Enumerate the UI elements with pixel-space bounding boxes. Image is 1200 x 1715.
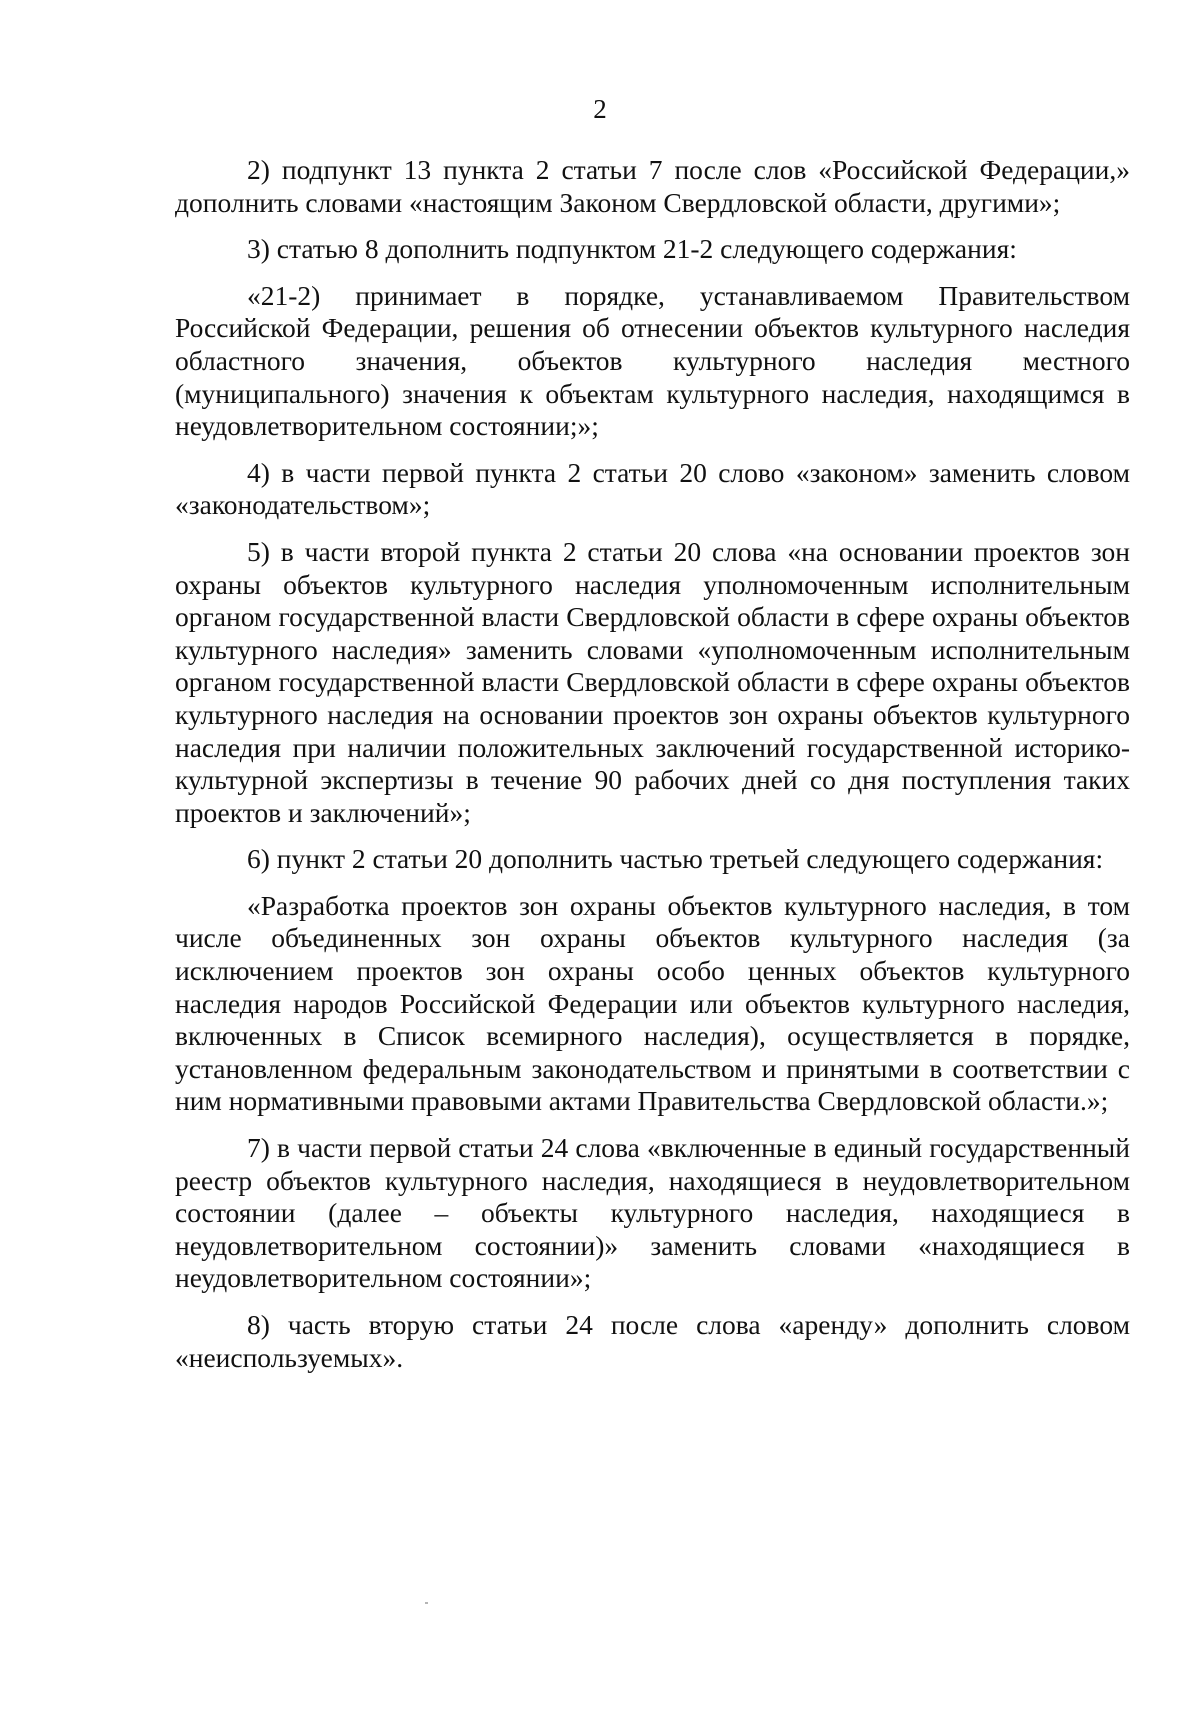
paragraph-item-8: 8) часть вторую статьи 24 после слова «аренду» дополнить словом «неиспользуемых». — [175, 1309, 1130, 1373]
document-body — [175, 154, 1130, 1388]
paragraph-item-6: 6) пункт 2 статьи 20 дополнить частью третьей следующего содержания: — [247, 843, 1104, 875]
scan-dot-mark — [425, 1602, 428, 1604]
paragraph-item-4: 4) в части первой пункта 2 статьи 20 слово «законом» заменить словом «законодательством»; — [175, 456, 1130, 521]
paragraph-item-5: 5) в части второй пункта 2 статьи 20 слова «на основании проектов зон охраны объектов культурного наследия уполномоченным исполнительным органом государственной власти Свердловской области в сфере охраны объектов культурного наследия» заменить словами «уполномоченным исполнительным органом государственной власти Свердловской области в сфере охраны объектов культурного наследия на основании проектов зон охраны объектов культурного наследия при наличии положительных заключений государственной историко-культурной экспертизы в течение 90 рабочих дней со дня поступления таких проектов и заключений»; — [175, 535, 1130, 828]
paragraph-quote-zones: «Разработка проектов зон охраны объектов культурного наследия, в том числе объединенных зон охраны объектов культурного наследия (за исключением проектов зон охраны особо ценных объектов культурного наследия народов Российской Федерации или объектов культурного наследия, включенных в Список всемирного наследия), осуществляется в порядке, установленном федеральным законодательством и принятыми в соответствии с ним нормативными правовыми актами Правительства Свердловской области.»; — [175, 889, 1130, 1117]
paragraph-item-3: 3) статью 8 дополнить подпунктом 21-2 следующего содержания: — [247, 233, 1017, 265]
page-number: 2 — [593, 94, 607, 124]
paragraph-quote-21-2: «21-2) принимает в порядке, устанавливаемом Правительством Российской Федерации, решения об отнесении объектов культурного наследия областного значения, объектов культурного наследия местного (муниципального) значения к объектам культурного наследия, находящимся в неудовлетворительном состоянии;»; — [175, 279, 1130, 442]
paragraph-item-7: 7) в части первой статьи 24 слова «включенные в единый государственный реестр объектов культурного наследия, находящиеся в неудовлетворительном состоянии (далее – объекты культурного наследия, находящиеся в неудовлетворительном состоянии)» заменить словами «находящиеся в неудовлетворительном состоянии»; — [175, 1132, 1130, 1294]
paragraph-item-2: 2) подпункт 13 пункта 2 статьи 7 после слов «Российской Федерации,» дополнить словами «настоящим Законом Свердловской области, другими»; — [175, 154, 1130, 218]
